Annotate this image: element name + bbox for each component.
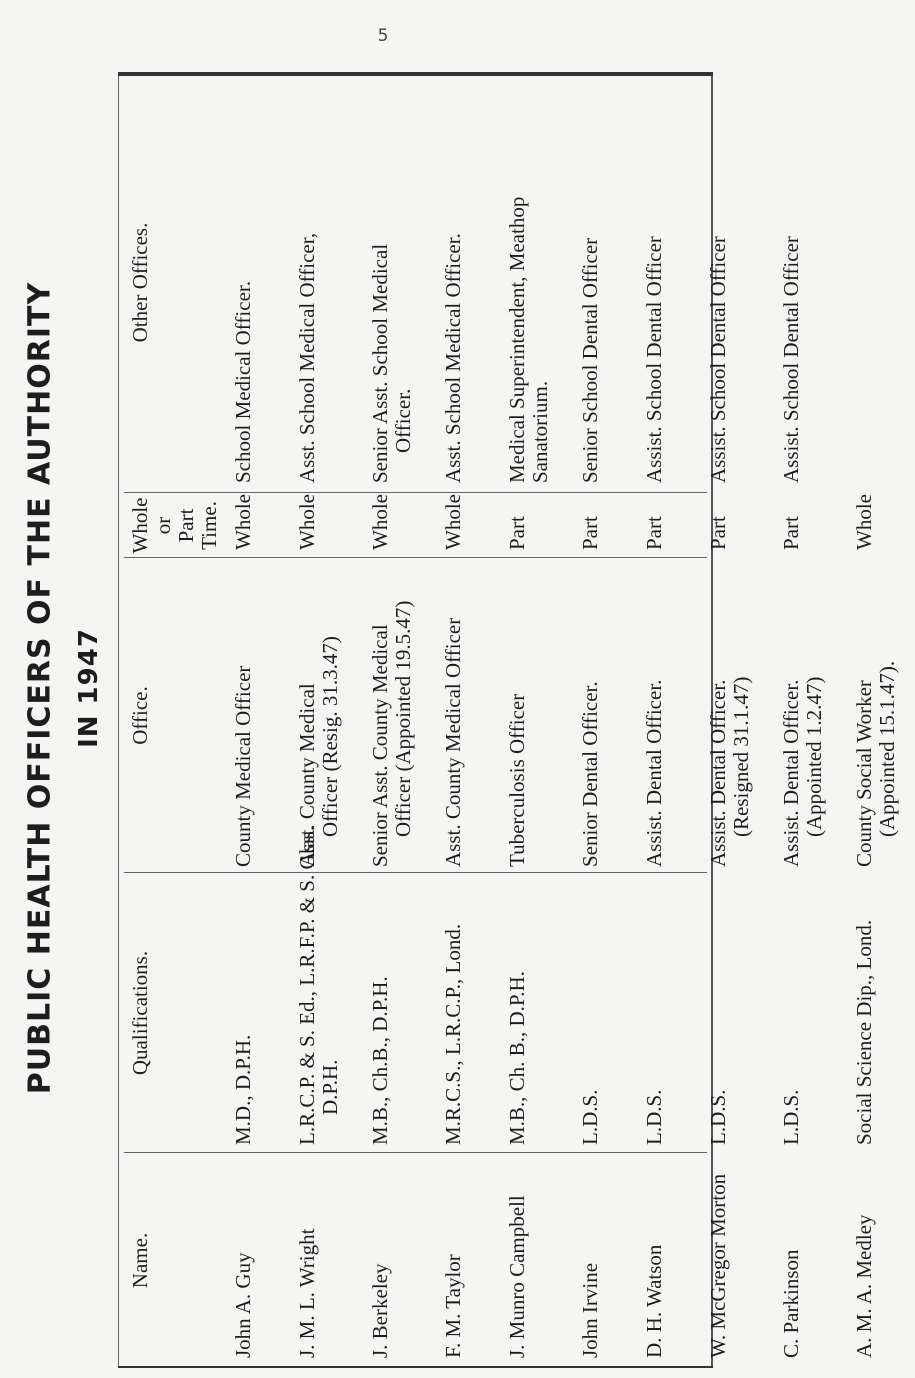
other-offices-cell <box>632 72 696 493</box>
qualifications-cell <box>842 873 915 1153</box>
time-cell: Whole <box>368 494 392 550</box>
office-line: Asst. County Medical Officer <box>441 617 465 867</box>
office-line: Officer (Appointed 19.5.47) <box>391 600 415 837</box>
time-cell: Part <box>578 516 602 550</box>
time-cell: Whole <box>441 494 465 550</box>
table-row <box>696 72 769 1368</box>
other-office-line: School Medical Officer. <box>231 281 255 483</box>
office-line: (Resigned 31.1.47) <box>729 676 753 837</box>
time-cell: Part <box>505 516 529 550</box>
other-office-line: Assist. School Dental Officer <box>642 236 666 483</box>
office-cell <box>696 558 769 873</box>
name-cell: John A. Guy <box>231 1252 255 1358</box>
office-line: Asst. County Medical <box>295 683 319 867</box>
other-offices-cell <box>769 72 842 493</box>
other-office-line: Senior School Dental Officer <box>578 237 602 483</box>
qualifications-cell <box>568 873 632 1153</box>
time-cell: Part <box>779 516 803 550</box>
qualifications-cell <box>495 873 568 1153</box>
time-cell: Whole <box>852 494 876 550</box>
header-other-offices: Other Offices. <box>128 222 152 343</box>
qualification-line: D.P.H. <box>318 1059 342 1115</box>
other-offices-cell <box>568 72 632 493</box>
document-title: PUBLIC HEALTH OFFICERS OF THE AUTHORITY <box>22 281 58 1095</box>
qualification-line: L.D.S. <box>642 1089 666 1145</box>
table-row <box>769 72 842 1368</box>
office-cell <box>431 558 495 873</box>
office-cell <box>495 558 568 873</box>
qualifications-cell <box>696 873 769 1153</box>
time-cell: Whole <box>295 494 319 550</box>
table-row <box>495 72 568 1368</box>
name-cell: J. Munro Campbell <box>505 1195 529 1358</box>
time-cell: Part <box>706 516 730 550</box>
other-offices-cell <box>842 72 915 493</box>
header-office: Office. <box>128 686 152 745</box>
office-line: Senior Asst. County Medical <box>368 624 392 867</box>
office-line: (Appointed 15.1.47). <box>875 660 899 837</box>
office-cell <box>285 558 358 873</box>
office-line: Senior Dental Officer. <box>578 681 602 867</box>
table-row <box>285 72 358 1368</box>
office-line: Tuberculosis Officer <box>505 693 529 867</box>
office-cell <box>769 558 842 873</box>
name-cell: C. Parkinson <box>779 1249 803 1358</box>
office-line: Assist. Dental Officer. <box>642 679 666 867</box>
office-line: County Medical Officer <box>231 665 255 867</box>
time-cell: Whole <box>231 494 255 550</box>
other-offices-cell <box>358 72 431 493</box>
header-name: Name. <box>128 1232 152 1289</box>
other-office-line: Medical Superintendent, Meathop <box>505 196 529 483</box>
qualification-line: L.D.S. <box>706 1089 730 1145</box>
office-cell <box>568 558 632 873</box>
office-line: County Social Worker <box>852 680 876 867</box>
other-offices-cell <box>221 72 285 493</box>
other-office-line: Assist. School Dental Officer <box>706 236 730 483</box>
other-offices-cell <box>285 72 358 493</box>
table-row <box>842 72 915 1368</box>
other-offices-cell <box>431 72 495 493</box>
qualifications-cell <box>431 873 495 1153</box>
table-row <box>221 72 285 1368</box>
table-row <box>431 72 495 1368</box>
other-office-line: Asst. School Medical Officer. <box>441 233 465 483</box>
qualification-line: L.R.C.P. & S. Ed., L.R.F.P. & S. Glas. <box>295 825 319 1145</box>
qualifications-cell <box>221 873 285 1153</box>
name-cell: J. Berkeley <box>368 1263 392 1358</box>
time-cell: Part <box>642 516 666 550</box>
document-subtitle: IN 1947 <box>74 628 104 748</box>
qualification-line: M.D., D.P.H. <box>231 1034 255 1145</box>
name-cell: W. McGregor Morton <box>706 1173 730 1358</box>
header-whole-or-part-line2: Part Time. <box>174 501 221 550</box>
qualification-line: M.B., Ch.B., D.P.H. <box>368 976 392 1145</box>
office-line: (Appointed 1.2.47) <box>802 676 826 837</box>
qualification-line: M.R.C.S., L.R.C.P., Lond. <box>441 923 465 1145</box>
qualification-line: M.B., Ch. B., D.P.H. <box>505 971 529 1145</box>
header-row <box>118 72 221 1368</box>
officers-table <box>118 72 899 1368</box>
other-office-line: Assist. School Dental Officer <box>779 236 803 483</box>
office-line: Assist. Dental Officer. <box>706 679 730 867</box>
table-row <box>568 72 632 1368</box>
page-number: 5 <box>377 26 389 46</box>
header-whole-or-part-line1: Whole or <box>128 497 175 554</box>
office-line: Officer (Resig. 31.3.47) <box>318 636 342 837</box>
other-office-line: Sanatorium. <box>528 380 552 483</box>
other-office-line: Officer. <box>391 388 415 453</box>
office-cell <box>632 558 696 873</box>
other-offices-cell <box>696 72 769 493</box>
qualifications-cell <box>358 873 431 1153</box>
qualifications-cell <box>285 825 358 1153</box>
officers-grid <box>118 72 915 1368</box>
table-row <box>358 72 431 1368</box>
header-whole-or-part <box>118 493 221 558</box>
name-cell: J. M. L. Wright <box>295 1228 319 1358</box>
name-cell: F. M. Taylor <box>441 1254 465 1358</box>
header-qualifications: Qualifications. <box>128 950 152 1076</box>
qualification-line: Social Science Dip., Lond. <box>852 919 876 1145</box>
qualifications-cell <box>632 873 696 1153</box>
name-cell: A. M. A. Medley <box>852 1214 876 1358</box>
name-cell: D. H. Watson <box>642 1244 666 1358</box>
qualification-line: L.D.S. <box>779 1089 803 1145</box>
qualification-line: L.D.S. <box>578 1089 602 1145</box>
name-cell: John Irvine <box>578 1262 602 1358</box>
table-row <box>632 72 696 1368</box>
other-offices-cell <box>495 72 568 493</box>
office-cell <box>358 558 431 873</box>
other-office-line: Asst. School Medical Officer, <box>295 232 319 483</box>
qualifications-cell <box>769 873 842 1153</box>
office-line: Assist. Dental Officer. <box>779 679 803 867</box>
office-cell <box>842 558 915 873</box>
other-office-line: Senior Asst. School Medical <box>368 243 392 483</box>
office-cell <box>221 558 285 873</box>
